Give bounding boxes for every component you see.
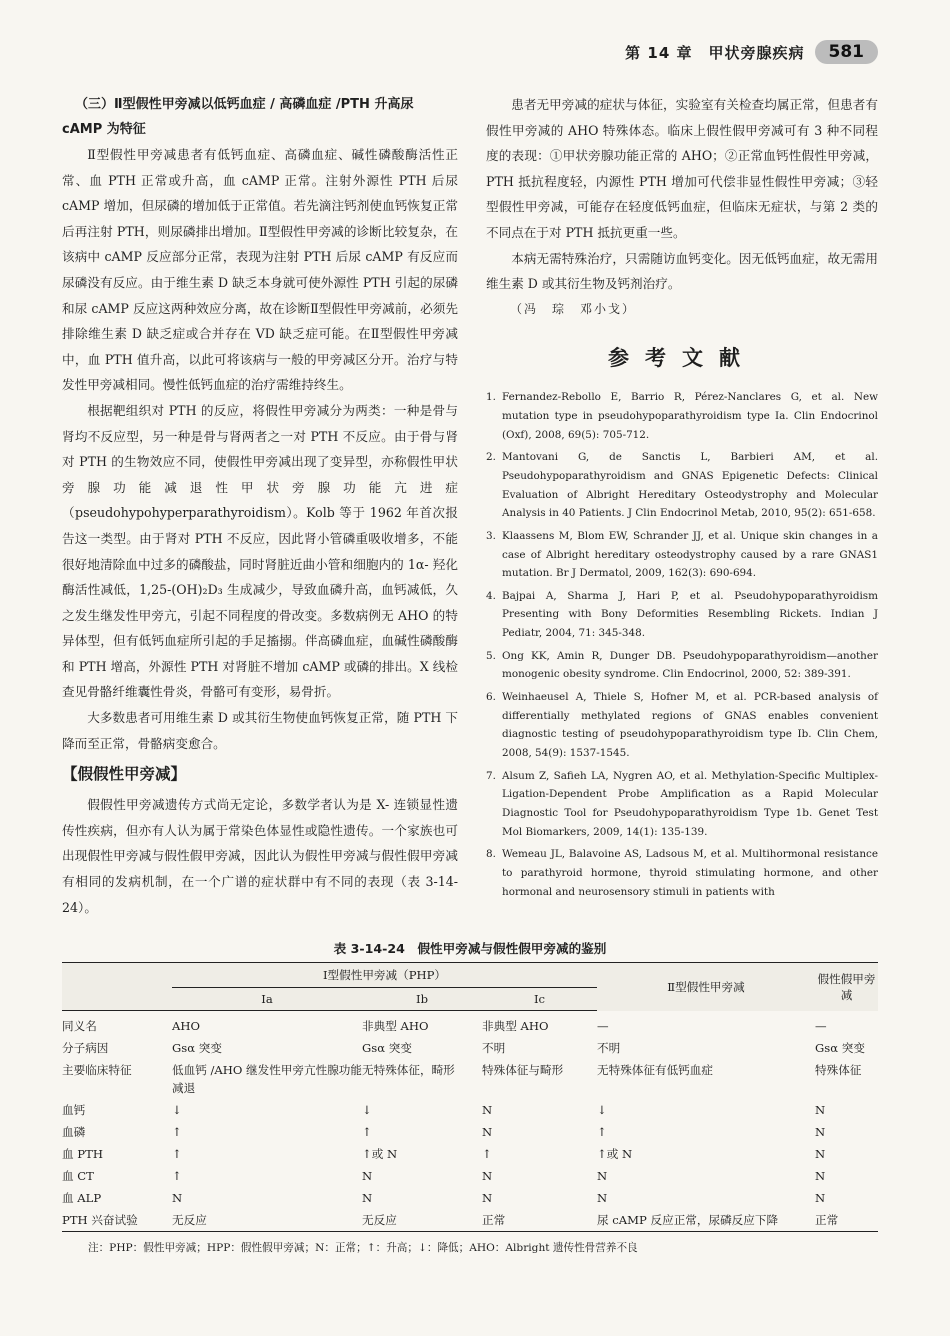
table-cell: 非典型 AHO [482, 1019, 549, 1033]
table-cell: ↑ [597, 1125, 607, 1139]
table-cell: 非典型 AHO [362, 1019, 429, 1033]
reference-text: Fernandez-Rebollo E, Barrio R, Pérez-Nanclares G, et al. New mutation type in pseudohypoparathyroidism type Ia. Clin Endocrinol (Oxf), 2008, 69(5): 705-712. [502, 390, 878, 441]
subheader-ib: Ⅰb [362, 988, 482, 1011]
table-cell: ↓ [597, 1103, 607, 1117]
page-number-badge: 581 [815, 40, 879, 64]
table-row [62, 1209, 878, 1232]
reference-text: Bajpai A, Sharma J, Hari P, et al. Pseudohypoparathyroidism Presenting with Bony Deformities Resembling Rickets. Indian J Pediatr, 2004, 71: 345-348. [502, 589, 878, 640]
paragraph: 患者无甲旁减的症状与体征，实验室有关检查均属正常，但患者有假性甲旁减的 AHO 特殊体态。临床上假性假甲旁减可有 3 种不同程度的表现：①甲状旁腺功能正常的 AHO；②正常血钙性假性甲旁减，PTH 抵抗程度轻，内源性 PTH 增加可代偿非显性假性甲旁减；③轻型假性甲旁减，可能存在轻度低钙血症，但临床无症状，与第 2 类的不同点在于对 PTH 抵抗更重一些。 [486, 97, 878, 240]
row-label: 分子病因 [62, 1041, 109, 1055]
table-cell: 无特殊体征有低钙血症 [597, 1063, 713, 1077]
type2-header: Ⅱ型假性甲旁减 [597, 963, 815, 1011]
table-cell: N [482, 1191, 493, 1205]
table-cell: ↓ [362, 1103, 372, 1117]
table-cell: N [815, 1147, 826, 1161]
paragraph: 本病无需特殊治疗，只需随访血钙变化。因无低钙血症，故无需用维生素 D 或其衍生物及钙剂治疗。 [486, 250, 878, 292]
row-label: PTH 兴奋试验 [62, 1209, 172, 1232]
table-cell: N [172, 1191, 183, 1205]
table-cell: N [482, 1125, 493, 1139]
reference-number: 3. [486, 529, 496, 542]
reference-number: 8. [486, 848, 496, 861]
table-cell: N [482, 1103, 493, 1117]
reference-item [486, 767, 878, 842]
table-corner [62, 963, 172, 988]
differential-table [62, 962, 878, 1232]
table-cell: ↑ [482, 1147, 492, 1161]
subheader-ia: Ⅰa [172, 988, 362, 1011]
table-cell: 尿 cAMP 反应正常，尿磷反应下降 [597, 1209, 815, 1232]
table-cell: — [815, 1018, 827, 1033]
table-cell: ↑ [172, 1169, 182, 1183]
table-cell: N [815, 1103, 826, 1117]
table-cell: Gsα 突变 [815, 1041, 865, 1055]
running-header [625, 40, 878, 64]
table-cell: 不明 [482, 1041, 506, 1055]
reference-item [486, 587, 878, 643]
references-heading: 参考文献 [608, 346, 756, 371]
table-cell: Gsα 突变 [362, 1041, 412, 1055]
table-cell: 低血钙 /AHO 继发性甲旁亢性腺功能减退 [172, 1063, 362, 1095]
table-cell: 特殊体征与畸形 [482, 1063, 564, 1077]
table-cell: ↑ [362, 1125, 372, 1139]
table-cell: 无特殊体征，畸形 [362, 1063, 455, 1077]
table-cell: N [597, 1169, 608, 1183]
table-cell: AHO [172, 1019, 200, 1033]
reference-text: Weinhaeusel A, Thiele S, Hofner M, et al. PCR-based analysis of differentially methylated regions of GNAS enables convenient diagnostic testing of pseudohypoparathyroidism type Ib. Clin Chem, 2008, 54(9): 1537-1545. [502, 690, 878, 760]
table-cell: 不明 [597, 1041, 621, 1055]
row-label: 血 CT [62, 1169, 94, 1183]
table-cell: N [815, 1169, 826, 1183]
row-label: 血钙 [62, 1103, 86, 1117]
reference-number: 4. [486, 589, 496, 602]
reference-item [486, 647, 878, 685]
paragraph: 假假性甲旁减遗传方式尚无定论，多数学者认为是 X- 连锁显性遗传性疾病，但亦有人认为属于常染色体显性或隐性遗传。一个家族也可出现假性甲旁减与假性假甲旁减，因此认为假性甲旁减与假性假甲旁减有相同的发病机制，在一个广谱的症状群中有不同的表现（表 3-14-24）。 [62, 797, 458, 915]
reference-number: 7. [486, 769, 496, 782]
table-cell: N [597, 1191, 608, 1205]
row-label: 血 ALP [62, 1191, 102, 1205]
reference-number: 6. [486, 690, 496, 703]
reference-item [486, 845, 878, 901]
reference-number: 2. [486, 450, 496, 463]
paragraph: 根据靶组织对 PTH 的反应，将假性甲旁减分为两类：一种是骨与肾均不反应型，另一种是骨与肾两者之一对 PTH 不反应。由于骨与肾对 PTH 的生物效应不同，使假性甲旁减出现了变异型，亦称假性甲状旁腺功能减退性甲状旁腺功能亢进症（pseudohypohyperparathyroidism）。Kolb 等于 1962 年首次报告这一类型。由于肾对 PTH 不反应，因此肾小管磷重吸收增多，不能很好地清除血中过多的磷酸盐，同时肾脏近曲小管和细胞内的 1α- 羟化酶活性减低，1,25-(OH)₂D₃ 生成减少，导致血磷升高，血钙减低，久之发生继发性甲旁亢，引起不同程度的骨改变。多数病例无 AHO 的特异体型，但有低钙血症所引起的手足搐搦。伴高磷血症，血碱性磷酸酶和 PTH 增高，外源性 PTH 对肾脏不增加 cAMP 或磷的排出。X 线检查见骨骼纤维囊性骨炎，骨骼可有变形，易骨折。 [62, 402, 458, 700]
pseudo-pseudo-header: 假性假甲旁减 [815, 963, 878, 1011]
reference-item [486, 448, 878, 523]
table-cell: N [362, 1191, 373, 1205]
row-label: 血 PTH [62, 1147, 103, 1161]
table-body [62, 1011, 878, 1232]
reference-list [486, 388, 878, 902]
reference-text: Mantovani G, de Sanctis L, Barbieri AM, et al. Pseudohypoparathyroidism and GNAS Epigenetic Defects: Clinical Evaluation of Albright Hereditary Osteodystrophy and Molecular Analysis in 40 Patients. J Clin Endocrinol Metab, 2010, 95(2): 651-658. [502, 450, 878, 520]
reference-text: Wemeau JL, Balavoine AS, Ladsous M, et al. Multihormonal resistance to parathyroid hormone, thyroid stimulating hormone, and other hormonal and neurosensory stimuli in patients with [502, 848, 878, 899]
table-cell: 无反应 [362, 1209, 482, 1232]
table-cell: ↑或 N [362, 1147, 398, 1161]
authors: （冯 琮 邓小戈） [510, 301, 637, 316]
table-cell: ↑ [172, 1147, 182, 1161]
reference-item [486, 527, 878, 583]
reference-item [486, 688, 878, 763]
table-corner [62, 988, 172, 1011]
reference-number: 5. [486, 649, 496, 662]
subheader-ic: Ⅰc [482, 988, 597, 1011]
chapter-title: 第 14 章 甲状旁腺疾病 [625, 43, 805, 62]
reference-text: Ong KK, Amin R, Dunger DB. Pseudohypoparathyroidism—another monogenic obesity syndrome. Clin Endocrinol, 2000, 52: 389-391. [502, 649, 878, 681]
table-cell: ↓ [172, 1103, 182, 1117]
row-label: 同义名 [62, 1019, 97, 1033]
reference-number: 1. [486, 390, 496, 403]
table-cell: 无反应 [172, 1209, 362, 1232]
left-column [62, 92, 458, 920]
table-row [62, 1037, 878, 1059]
table-cell: N [362, 1169, 373, 1183]
table-cell: N [815, 1191, 826, 1205]
table-cell: Gsα 突变 [172, 1041, 222, 1055]
table-cell: N [815, 1125, 826, 1139]
reference-item [486, 388, 878, 444]
table-cell: 正常 [815, 1209, 878, 1232]
row-label: 血磷 [62, 1125, 86, 1139]
reference-text: Alsum Z, Safieh LA, Nygren AO, et al. Methylation-Specific Multiplex-Ligation-Dependent Probe Amplification as a Rapid Molecular Diagnostic Tool for Pseudohypoparathyroidism Type 1b. Genet Test Mol Biomarkers, 2009, 14(1): 135-139. [502, 769, 878, 839]
table-footnote: 注：PHP：假性甲旁减；HPP：假性假甲旁减；N：正常；↑：升高；↓：降低；AHO：Albright 遗传性骨营养不良 [88, 1242, 638, 1254]
table-cell: ↑或 N [597, 1147, 633, 1161]
reference-text: Klaassens M, Blom EW, Schrander JJ, et al. Unique skin changes in a case of Albright hereditary osteodystrophy caused by a rare GNAS1 mutation. Br J Dermatol, 2009, 162(3): 690-694. [502, 529, 878, 580]
section-heading: （三）Ⅱ型假性甲旁减以低钙血症 / 高磷血症 /PTH 升高尿 cAMP 为特征 [62, 97, 414, 137]
table-caption: 表 3-14-24 假性甲旁减与假性假甲旁减的鉴别 [333, 941, 607, 956]
row-label: 主要临床特征 [62, 1063, 132, 1077]
paragraph: 大多数患者可用维生素 D 或其衍生物使血钙恢复正常，随 PTH 下降而至正常，骨骼病变愈合。 [62, 710, 458, 751]
right-column [486, 92, 878, 905]
table-cell: 正常 [482, 1209, 597, 1232]
table-cell: 特殊体征 [815, 1063, 862, 1077]
type1-group-header: Ⅰ型假性甲旁减（PHP） [172, 963, 597, 988]
disease-heading: 【假假性甲旁减】 [62, 765, 187, 784]
table-row [62, 1187, 878, 1209]
paragraph: Ⅱ型假性甲旁减患者有低钙血症、高磷血症、碱性磷酸酶活性正常、血 PTH 正常或升高，血 cAMP 正常。注射外源性 PTH 后尿 cAMP 增加，但尿磷的增加低于正常值。若先滴注钙剂使血钙恢复正常后再注射 PTH，则尿磷排出增加。Ⅱ型假性甲旁减的诊断比较复杂，在该病中 cAMP 反应部分正常，表现为注射 PTH 后尿 cAMP 有反应而尿磷没有反应。由于维生素 D 缺乏本身就可使外源性 PTH 引起的尿磷和尿 cAMP 反应这两种效应分离，故在诊断Ⅱ型假性甲旁减前，必须先排除维生素 D 缺乏症或合并存在 VD 缺乏症可能。在Ⅱ型假性甲旁减中，血 PTH 值升高，以此可将该病与一般的甲旁减区分开。治疗与特发性甲旁减相同。慢性低钙血症的治疗需维持终生。 [62, 147, 458, 393]
table-row [62, 1143, 878, 1165]
table-row [62, 1121, 878, 1143]
table-row [62, 1099, 878, 1121]
table-row [62, 1011, 878, 1038]
table-row [62, 1165, 878, 1187]
table-cell: — [597, 1018, 609, 1033]
table-cell: N [482, 1169, 493, 1183]
table-row [62, 1059, 878, 1099]
table-cell: ↑ [172, 1125, 182, 1139]
